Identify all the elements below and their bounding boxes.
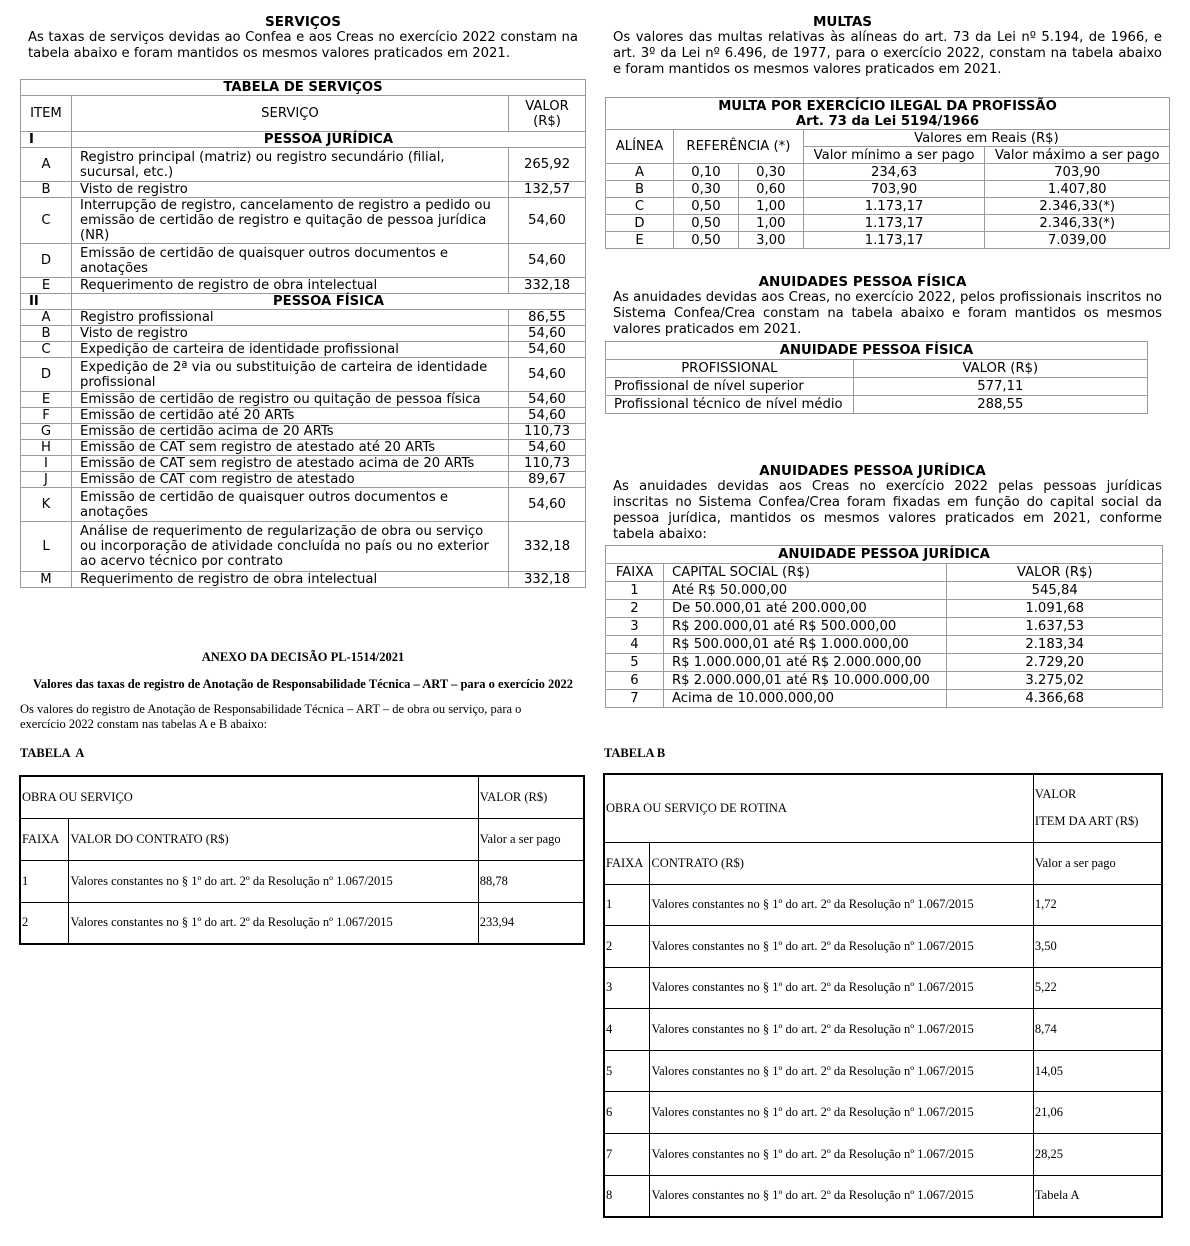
table-row bbox=[21, 244, 586, 278]
col-obra-a-header: OBRA OU SERVIÇO bbox=[20, 776, 478, 818]
multas-paragraph: Os valores das multas relativas às alíneas do art. 73 da Lei nº 5.194, de 1966, e art. 3º da Lei nº 6.496, de 1977, para o exercício 2022, constam na tabela abaixo e foram mantidos os mesmos valores praticados em 2021. bbox=[613, 30, 1162, 77]
servico-cell: Emissão de CAT sem registro de atestado até 20 ARTs bbox=[71, 440, 508, 456]
tabela-a-label: TABELA A bbox=[20, 746, 85, 760]
item-cell: I bbox=[21, 456, 72, 472]
table-row bbox=[604, 967, 1162, 1009]
table-row bbox=[21, 278, 586, 294]
table-row bbox=[21, 198, 586, 244]
col-contrato-b-header: CONTRATO (R$) bbox=[650, 842, 1033, 884]
servico-cell: Registro profissional bbox=[71, 310, 508, 326]
valor-cell: 54,60 bbox=[509, 408, 586, 424]
servico-cell: Análise de requerimento de regularização de obra ou serviço ou incorporação de atividade concluída no país ou no exterior ao acervo técnico por contrato bbox=[71, 522, 508, 572]
tabela-multas-title-line1: MULTA POR EXERCÍCIO ILEGAL DA PROFISSÃO bbox=[718, 98, 1057, 114]
ref1-cell: 0,50 bbox=[673, 215, 738, 232]
servico-cell: Emissão de certidão de registro ou quitação de pessoa física bbox=[71, 392, 508, 408]
tabela-servicos-title: TABELA DE SERVIÇOS bbox=[21, 80, 586, 96]
table-row bbox=[21, 182, 586, 198]
valor-cell: 54,60 bbox=[509, 198, 586, 244]
table-row bbox=[21, 424, 586, 440]
table-row bbox=[604, 1050, 1162, 1092]
capital-cell: R$ 500.000,01 até R$ 1.000.000,00 bbox=[663, 636, 946, 654]
col-profissional-header: PROFISSIONAL bbox=[606, 360, 854, 378]
servico-cell: Emissão de certidão de quaisquer outros documentos e anotações bbox=[71, 244, 508, 278]
valor-cell: 577,11 bbox=[853, 378, 1147, 396]
col-valores-header: Valores em Reais (R$) bbox=[803, 130, 1169, 147]
table-row bbox=[604, 1175, 1162, 1217]
ref1-cell: 0,10 bbox=[673, 164, 738, 181]
faixa-cell: 5 bbox=[606, 654, 664, 672]
capital-cell: De 50.000,01 até 200.000,00 bbox=[663, 600, 946, 618]
servico-cell: Expedição de 2ª via ou substituição de carteira de identidade profissional bbox=[71, 358, 508, 392]
capital-cell: R$ 200.000,01 até R$ 500.000,00 bbox=[663, 618, 946, 636]
item-cell: D bbox=[21, 244, 72, 278]
item-cell: M bbox=[21, 572, 72, 588]
valor-cell: 3,50 bbox=[1033, 926, 1162, 968]
faixa-cell: 5 bbox=[604, 1050, 650, 1092]
table-row bbox=[606, 654, 1163, 672]
item-cell: H bbox=[21, 440, 72, 456]
table-row bbox=[20, 902, 584, 944]
contrato-cell: Valores constantes no § 1º do art. 2º da Resolução nº 1.067/2015 bbox=[650, 1050, 1033, 1092]
col-alinea-header: ALÍNEA bbox=[606, 130, 674, 164]
faixa-cell: 2 bbox=[604, 926, 650, 968]
valor-cell: 1.091,68 bbox=[947, 600, 1163, 618]
ref1-cell: 0,30 bbox=[673, 181, 738, 198]
max-cell: 2.346,33(*) bbox=[985, 198, 1170, 215]
valor-cell: 54,60 bbox=[509, 488, 586, 522]
faixa-cell: 6 bbox=[604, 1092, 650, 1134]
valor-cell: 2.183,34 bbox=[947, 636, 1163, 654]
anexo-heading: ANEXO DA DECISÃO PL-1514/2021 bbox=[201, 650, 405, 664]
item-cell: F bbox=[21, 408, 72, 424]
capital-cell: R$ 2.000.000,01 até R$ 10.000.000,00 bbox=[663, 672, 946, 690]
valor-cell: 332,18 bbox=[509, 572, 586, 588]
table-row bbox=[606, 181, 1170, 198]
section-title: PESSOA JURÍDICA bbox=[71, 132, 585, 148]
servico-cell: Interrupção de registro, cancelamento de registro a pedido ou emissão de certidão de registro e quitação de pessoa jurídica (NR) bbox=[71, 198, 508, 244]
faixa-cell: 6 bbox=[606, 672, 664, 690]
item-cell: J bbox=[21, 472, 72, 488]
multas-section bbox=[605, 14, 1170, 78]
valor-cell: 110,73 bbox=[509, 424, 586, 440]
anuidade-pf-section bbox=[605, 274, 1170, 338]
servicos-heading: SERVIÇOS bbox=[265, 14, 341, 30]
contrato-cell: Valores constantes no § 1º do art. 2º da Resolução nº 1.067/2015 bbox=[650, 1134, 1033, 1176]
ref2-cell: 1,00 bbox=[738, 215, 803, 232]
col-servico-header: SERVIÇO bbox=[71, 96, 508, 132]
table-row bbox=[604, 1134, 1162, 1176]
col-valor-b-line2: ITEM DA ART (R$) bbox=[1034, 814, 1139, 829]
table-row bbox=[606, 396, 1148, 414]
valor-cell: 28,25 bbox=[1033, 1134, 1162, 1176]
contrato-cell: Valores constantes no § 1º do art. 2º da Resolução nº 1.067/2015 bbox=[650, 1175, 1033, 1217]
faixa-cell: 3 bbox=[604, 967, 650, 1009]
table-row bbox=[21, 572, 586, 588]
tabela-multas-title-line2: Art. 73 da Lei 5194/1966 bbox=[795, 113, 980, 129]
col-pago-b-header: Valor a ser pago bbox=[1033, 842, 1162, 884]
ref1-cell: 0,50 bbox=[673, 232, 738, 249]
valor-cell: 110,73 bbox=[509, 456, 586, 472]
servico-cell: Emissão de CAT com registro de atestado bbox=[71, 472, 508, 488]
section-row bbox=[21, 294, 586, 310]
anexo-paragraph: Os valores do registro de Anotação de Responsabilidade Técnica – ART – de obra ou serviço, para o exercício 2022 constam nas tabelas A e B abaixo: bbox=[20, 702, 522, 731]
table-row bbox=[606, 636, 1163, 654]
valor-cell: 88,78 bbox=[478, 860, 584, 902]
table-row bbox=[606, 198, 1170, 215]
contrato-cell: Valores constantes no § 1º do art. 2º da Resolução nº 1.067/2015 bbox=[69, 902, 478, 944]
item-cell: A bbox=[21, 310, 72, 326]
valor-cell: 265,92 bbox=[509, 148, 586, 182]
table-row bbox=[21, 522, 586, 572]
item-cell: C bbox=[21, 198, 72, 244]
section-item: I bbox=[21, 132, 72, 148]
item-cell: K bbox=[21, 488, 72, 522]
table-row bbox=[604, 926, 1162, 968]
valor-cell: 332,18 bbox=[509, 522, 586, 572]
valor-cell: 8,74 bbox=[1033, 1009, 1162, 1051]
contrato-cell: Valores constantes no § 1º do art. 2º da Resolução nº 1.067/2015 bbox=[650, 1009, 1033, 1051]
faixa-cell: 2 bbox=[606, 600, 664, 618]
col-faixa-pj-header: FAIXA bbox=[606, 564, 664, 582]
servico-cell: Visto de registro bbox=[71, 182, 508, 198]
faixa-cell: 1 bbox=[606, 582, 664, 600]
col-valor-b-line1: VALOR bbox=[1034, 787, 1077, 802]
servicos-section bbox=[20, 14, 586, 62]
item-cell: G bbox=[21, 424, 72, 440]
section-item: II bbox=[21, 294, 72, 310]
capital-cell: R$ 1.000.000,01 até R$ 2.000.000,00 bbox=[663, 654, 946, 672]
faixa-cell: 1 bbox=[604, 884, 650, 926]
anuidade-pj-paragraph: As anuidades devidas aos Creas no exercício 2022 pelas pessoas jurídicas inscritas no Sistema Confea/Crea foram fixadas em função do capital social da pessoa jurídica, mantidos os mesmos valores praticados em 2021, conforme tabela abaixo: bbox=[613, 479, 1162, 542]
table-row bbox=[21, 310, 586, 326]
valor-cell: 21,06 bbox=[1033, 1092, 1162, 1134]
faixa-cell: 4 bbox=[606, 636, 664, 654]
item-cell: E bbox=[21, 392, 72, 408]
col-min-header: Valor mínimo a ser pago bbox=[803, 147, 985, 164]
table-row bbox=[606, 690, 1163, 708]
max-cell: 1.407,80 bbox=[985, 181, 1170, 198]
capital-cell: Acima de 10.000.000,00 bbox=[663, 690, 946, 708]
ref1-cell: 0,50 bbox=[673, 198, 738, 215]
col-valor-a-header: VALOR (R$) bbox=[478, 776, 584, 818]
ref2-cell: 0,30 bbox=[738, 164, 803, 181]
anuidade-pj-heading: ANUIDADES PESSOA JURÍDICA bbox=[759, 463, 986, 479]
servico-cell: Emissão de CAT sem registro de atestado acima de 20 ARTs bbox=[71, 456, 508, 472]
anuidade-pj-section bbox=[605, 463, 1170, 543]
table-row bbox=[606, 618, 1163, 636]
servicos-paragraph: As taxas de serviços devidas ao Confea e aos Creas no exercício 2022 constam na tabela abaixo e foram mantidos os mesmos valores praticados em 2021. bbox=[28, 30, 578, 61]
servico-cell: Emissão de certidão acima de 20 ARTs bbox=[71, 424, 508, 440]
table-row bbox=[606, 215, 1170, 232]
alinea-cell: E bbox=[606, 232, 674, 249]
table-row bbox=[604, 1092, 1162, 1134]
item-cell: E bbox=[21, 278, 72, 294]
min-cell: 1.173,17 bbox=[803, 215, 985, 232]
tabela-anuidade-pf-title: ANUIDADE PESSOA FÍSICA bbox=[606, 342, 1148, 360]
valor-cell: 3.275,02 bbox=[947, 672, 1163, 690]
valor-cell: 4.366,68 bbox=[947, 690, 1163, 708]
faixa-cell: 2 bbox=[20, 902, 69, 944]
table-row bbox=[21, 408, 586, 424]
table-row bbox=[21, 358, 586, 392]
capital-cell: Até R$ 50.000,00 bbox=[663, 582, 946, 600]
valor-cell: 5,22 bbox=[1033, 967, 1162, 1009]
faixa-cell: 8 bbox=[604, 1175, 650, 1217]
ref2-cell: 0,60 bbox=[738, 181, 803, 198]
table-row bbox=[606, 378, 1148, 396]
table-row bbox=[606, 582, 1163, 600]
tabela-multas bbox=[605, 97, 1170, 249]
table-row bbox=[606, 164, 1170, 181]
tabela-b-label: TABELA B bbox=[604, 746, 666, 760]
table-row bbox=[21, 392, 586, 408]
faixa-cell: 4 bbox=[604, 1009, 650, 1051]
faixa-cell: 7 bbox=[606, 690, 664, 708]
col-valor-b-header bbox=[1033, 774, 1162, 842]
table-row bbox=[21, 440, 586, 456]
servico-cell: Requerimento de registro de obra intelectual bbox=[71, 572, 508, 588]
col-valor-pf-header: VALOR (R$) bbox=[853, 360, 1147, 378]
tabela-anuidade-pf bbox=[605, 341, 1148, 414]
table-row bbox=[21, 326, 586, 342]
table-row bbox=[21, 488, 586, 522]
min-cell: 234,63 bbox=[803, 164, 985, 181]
table-row bbox=[604, 1009, 1162, 1051]
valor-cell: Tabela A bbox=[1033, 1175, 1162, 1217]
contrato-cell: Valores constantes no § 1º do art. 2º da Resolução nº 1.067/2015 bbox=[650, 884, 1033, 926]
table-row bbox=[20, 860, 584, 902]
min-cell: 1.173,17 bbox=[803, 198, 985, 215]
profissional-cell: Profissional de nível superior bbox=[606, 378, 854, 396]
valor-cell: 1,72 bbox=[1033, 884, 1162, 926]
contrato-cell: Valores constantes no § 1º do art. 2º da Resolução nº 1.067/2015 bbox=[650, 967, 1033, 1009]
max-cell: 7.039,00 bbox=[985, 232, 1170, 249]
valor-cell: 54,60 bbox=[509, 358, 586, 392]
servico-cell: Registro principal (matriz) ou registro secundário (filial, sucursal, etc.) bbox=[71, 148, 508, 182]
servico-cell: Requerimento de registro de obra intelectual bbox=[71, 278, 508, 294]
col-faixa-b-header: FAIXA bbox=[604, 842, 650, 884]
multas-heading: MULTAS bbox=[812, 14, 873, 30]
table-row bbox=[606, 600, 1163, 618]
valor-cell: 89,67 bbox=[509, 472, 586, 488]
servico-cell: Expedição de carteira de identidade profissional bbox=[71, 342, 508, 358]
faixa-cell: 7 bbox=[604, 1134, 650, 1176]
max-cell: 2.346,33(*) bbox=[985, 215, 1170, 232]
col-faixa-a-header: FAIXA bbox=[20, 818, 69, 860]
tabela-multas-title bbox=[606, 98, 1170, 130]
valor-cell: 545,84 bbox=[947, 582, 1163, 600]
tabela-anuidade-pj-title: ANUIDADE PESSOA JURÍDICA bbox=[606, 546, 1163, 564]
servico-cell: Emissão de certidão de quaisquer outros documentos e anotações bbox=[71, 488, 508, 522]
col-obra-b-header: OBRA OU SERVIÇO DE ROTINA bbox=[604, 774, 1033, 842]
profissional-cell: Profissional técnico de nível médio bbox=[606, 396, 854, 414]
anuidade-pf-heading: ANUIDADES PESSOA FÍSICA bbox=[758, 274, 967, 290]
max-cell: 703,90 bbox=[985, 164, 1170, 181]
valor-cell: 14,05 bbox=[1033, 1050, 1162, 1092]
alinea-cell: B bbox=[606, 181, 674, 198]
table-row bbox=[21, 148, 586, 182]
anexo-subheading: Valores das taxas de registro de Anotação de Responsabilidade Técnica – ART – para o exercício 2022 bbox=[32, 677, 574, 691]
alinea-cell: A bbox=[606, 164, 674, 181]
valor-cell: 54,60 bbox=[509, 342, 586, 358]
faixa-cell: 1 bbox=[20, 860, 69, 902]
faixa-cell: 3 bbox=[606, 618, 664, 636]
item-cell: B bbox=[21, 182, 72, 198]
servico-cell: Emissão de certidão até 20 ARTs bbox=[71, 408, 508, 424]
contrato-cell: Valores constantes no § 1º do art. 2º da Resolução nº 1.067/2015 bbox=[69, 860, 478, 902]
valor-cell: 86,55 bbox=[509, 310, 586, 326]
tabela-servicos bbox=[20, 79, 586, 588]
alinea-cell: C bbox=[606, 198, 674, 215]
servico-cell: Visto de registro bbox=[71, 326, 508, 342]
valor-cell: 332,18 bbox=[509, 278, 586, 294]
tabela-anuidade-pj bbox=[605, 545, 1163, 708]
col-valor-header: VALOR (R$) bbox=[509, 96, 586, 132]
col-pago-a-header: Valor a ser pago bbox=[478, 818, 584, 860]
tabela-a bbox=[19, 775, 585, 945]
contrato-cell: Valores constantes no § 1º do art. 2º da Resolução nº 1.067/2015 bbox=[650, 1092, 1033, 1134]
col-referencia-header: REFERÊNCIA (*) bbox=[673, 130, 803, 164]
min-cell: 1.173,17 bbox=[803, 232, 985, 249]
valor-cell: 132,57 bbox=[509, 182, 586, 198]
valor-cell: 54,60 bbox=[509, 244, 586, 278]
item-cell: L bbox=[21, 522, 72, 572]
section-row bbox=[21, 132, 586, 148]
col-capital-header: CAPITAL SOCIAL (R$) bbox=[663, 564, 946, 582]
tabela-b bbox=[603, 773, 1163, 1218]
valor-cell: 54,60 bbox=[509, 440, 586, 456]
table-row bbox=[606, 232, 1170, 249]
valor-cell: 288,55 bbox=[853, 396, 1147, 414]
ref2-cell: 3,00 bbox=[738, 232, 803, 249]
valor-cell: 54,60 bbox=[509, 326, 586, 342]
contrato-cell: Valores constantes no § 1º do art. 2º da Resolução nº 1.067/2015 bbox=[650, 926, 1033, 968]
anexo-section bbox=[20, 650, 586, 732]
section-title: PESSOA FÍSICA bbox=[71, 294, 585, 310]
table-row bbox=[606, 672, 1163, 690]
table-row bbox=[604, 884, 1162, 926]
valor-cell: 54,60 bbox=[509, 392, 586, 408]
col-max-header: Valor máximo a ser pago bbox=[985, 147, 1170, 164]
valor-cell: 233,94 bbox=[478, 902, 584, 944]
alinea-cell: D bbox=[606, 215, 674, 232]
ref2-cell: 1,00 bbox=[738, 198, 803, 215]
item-cell: A bbox=[21, 148, 72, 182]
col-valor-pj-header: VALOR (R$) bbox=[947, 564, 1163, 582]
table-row bbox=[21, 456, 586, 472]
valor-cell: 2.729,20 bbox=[947, 654, 1163, 672]
item-cell: D bbox=[21, 358, 72, 392]
table-row bbox=[21, 472, 586, 488]
table-row bbox=[21, 342, 586, 358]
min-cell: 703,90 bbox=[803, 181, 985, 198]
anuidade-pf-paragraph: As anuidades devidas aos Creas, no exercício 2022, pelos profissionais inscritos no Sistema Confea/Crea constam na tabela abaixo e foram mantidos os mesmos valores praticados em 2021. bbox=[613, 290, 1162, 337]
item-cell: C bbox=[21, 342, 72, 358]
col-item-header: ITEM bbox=[21, 96, 72, 132]
item-cell: B bbox=[21, 326, 72, 342]
col-contrato-a-header: VALOR DO CONTRATO (R$) bbox=[69, 818, 478, 860]
valor-cell: 1.637,53 bbox=[947, 618, 1163, 636]
